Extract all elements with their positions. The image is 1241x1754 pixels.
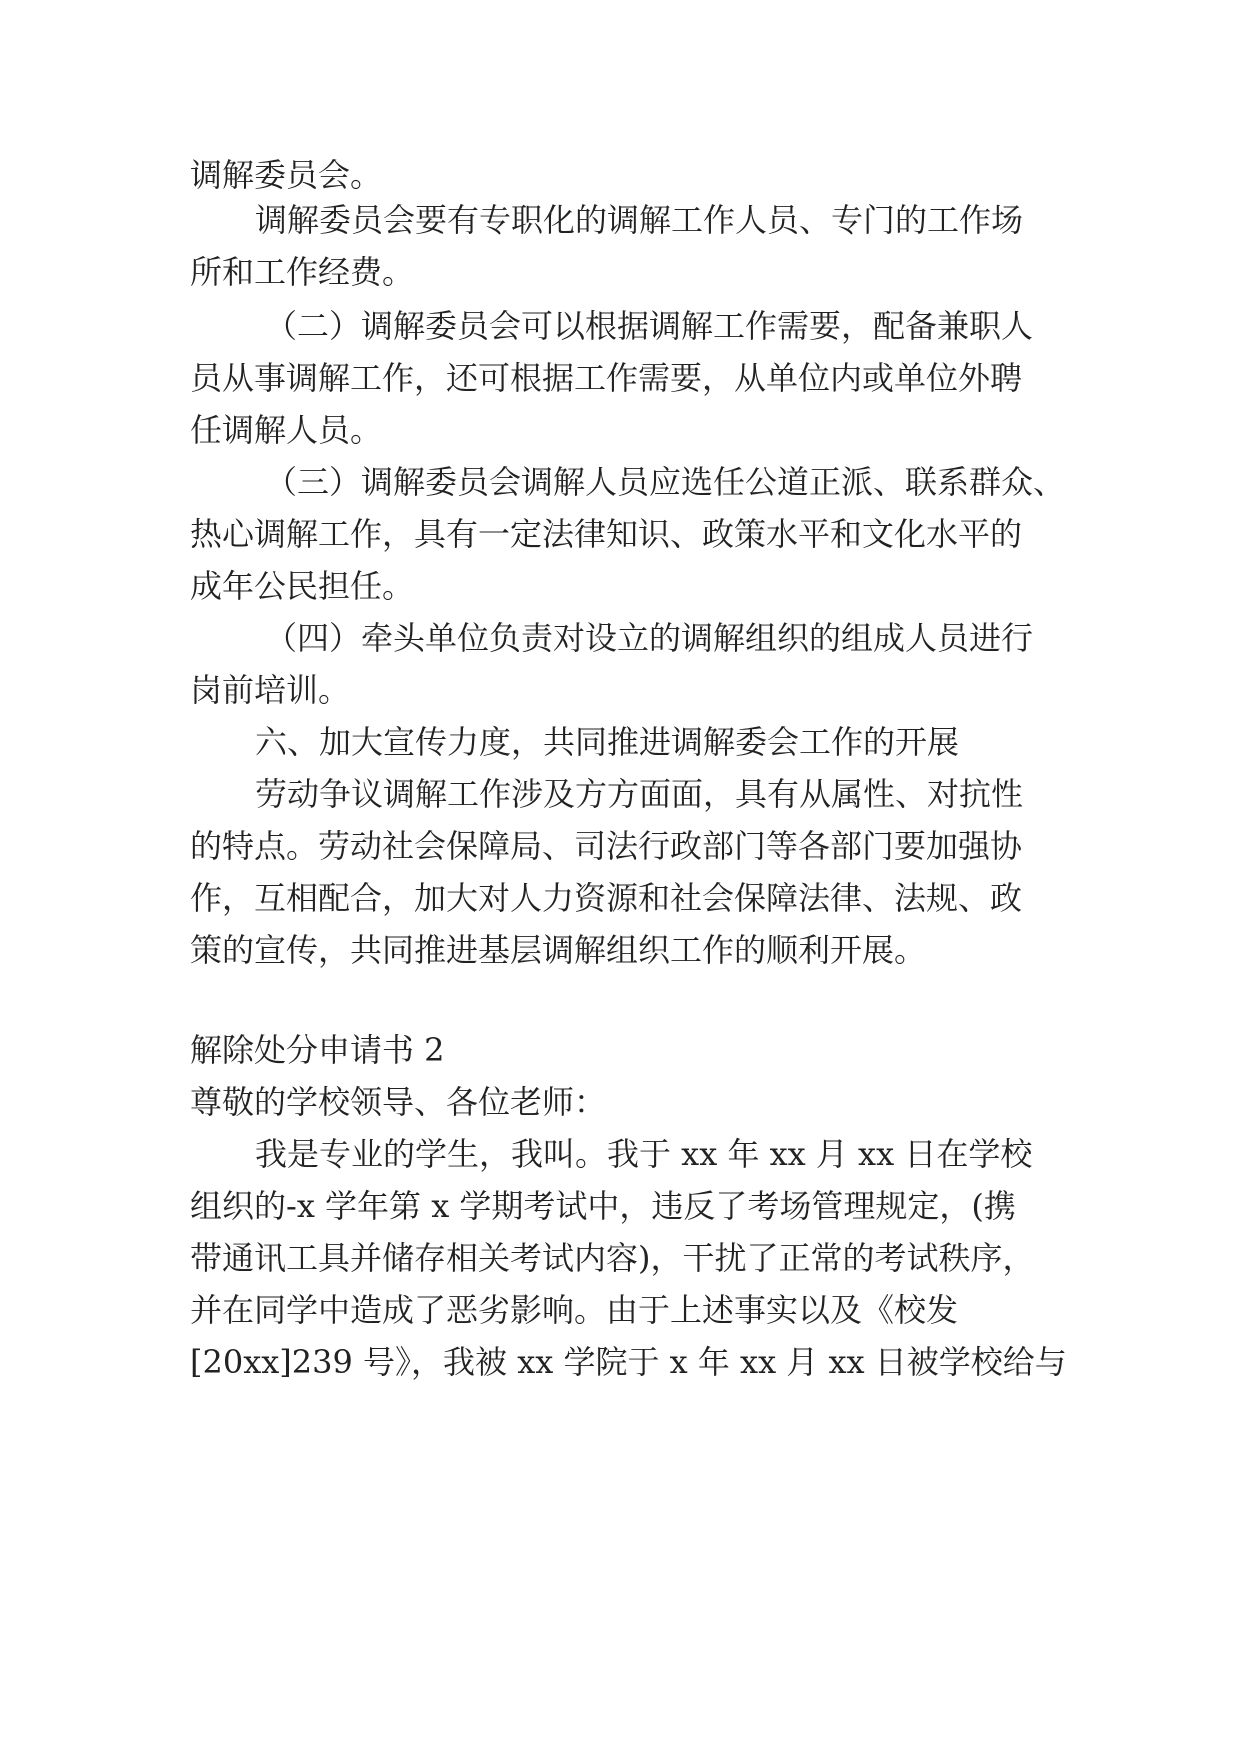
text-line: 热心调解工作，具有一定法律知识、政策水平和文化水平的: [190, 515, 1023, 553]
salutation: 尊敬的学校领导、各位老师：: [190, 1083, 607, 1121]
text-line: 劳动争议调解工作涉及方方面面，具有从属性、对抗性: [255, 775, 1024, 813]
document-title: 解除处分申请书 2: [190, 1031, 445, 1069]
text-line: 带通讯工具并储存相关考试内容)，干扰了正常的考试秩序，: [190, 1239, 1035, 1277]
text-line: 的特点。劳动社会保障局、司法行政部门等各部门要加强协: [190, 827, 1023, 865]
text-line: 作，互相配合，加大对人力资源和社会保障法律、法规、政: [190, 879, 1023, 917]
text-line: [20xx]239 号》，我被 xx 学院于 x 年 xx 月 xx 日被学校给与: [190, 1343, 1067, 1381]
text-line: 并在同学中造成了恶劣影响。由于上述事实以及《校发: [190, 1291, 959, 1329]
text-line: 员从事调解工作，还可根据工作需要，从单位内或单位外聘: [190, 359, 1023, 397]
text-line: 我是专业的学生，我叫。我于 xx 年 xx 月 xx 日在学校: [255, 1135, 1033, 1173]
text-line: （二）调解委员会可以根据调解工作需要，配备兼职人: [265, 307, 1034, 345]
text-line: （四）牵头单位负责对设立的调解组织的组成人员进行: [265, 619, 1034, 657]
text-line: 组织的-x 学年第 x 学期考试中，违反了考场管理规定，(携: [190, 1187, 1016, 1225]
text-line: 调解委员会要有专职化的调解工作人员、专门的工作场: [255, 201, 1024, 239]
text-line: 所和工作经费。: [190, 253, 415, 291]
text-line: 岗前培训。: [190, 671, 351, 709]
section-heading: 六、加大宣传力度，共同推进调解委会工作的开展: [255, 723, 960, 761]
text-line: 任调解人员。: [190, 411, 383, 449]
text-line: 调解委员会。: [190, 156, 383, 194]
text-line: （三）调解委员会调解人员应选任公道正派、联系群众、: [265, 463, 1066, 501]
text-line: 策的宣传，共同推进基层调解组织工作的顺利开展。: [190, 931, 927, 969]
text-line: 成年公民担任。: [190, 567, 415, 605]
